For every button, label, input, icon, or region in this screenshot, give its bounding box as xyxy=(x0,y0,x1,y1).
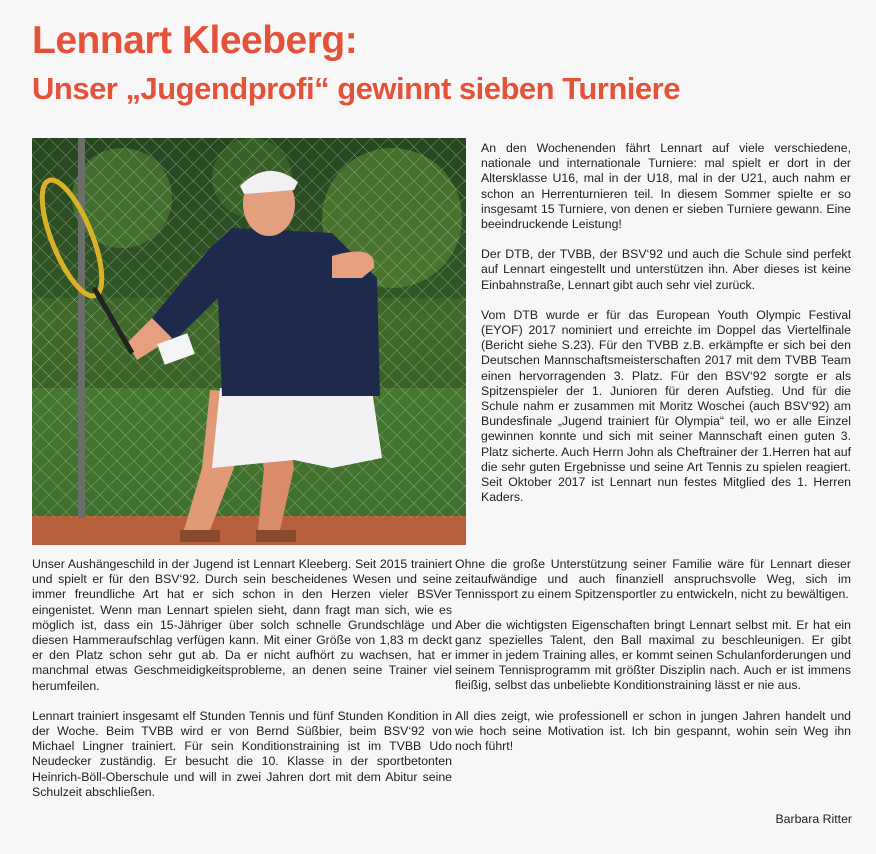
paragraph: Der DTB, der TVBB, der BSV‘92 und auch die Schule sind perfekt auf Lennart eingestellt und unterstützen ihn. Aber dieses ist keine Einbahnstraße, Lennart gibt auch sehr viel zurück. xyxy=(481,247,851,292)
paragraph: An den Wochenenden fährt Lennart auf viele verschiedene, nationale und internationale Turniere: mal spielt er dort in der Altersklasse U16, mal in der U18, mal in der U21, auch nahm er schon an Herrenturnieren teil. In diesem Sommer spielte er so insgesamt 15 Turniere, von denen er sieben Turniere gewann. Eine beeindruckende Leistung! xyxy=(481,141,851,232)
paragraph: Unser Aushängeschild in der Jugend ist Lennart Kleeberg. Seit 2015 trainiert und spielt er für den BSV‘92. Durch sein bescheidenes Wesen und seine immer freundliche Art hat er sich schon in den Herzen vieler BSVer eingenistet. Wenn man Lennart spielen sieht, dann fragt man sich, wie es möglich ist, dass ein 15-Jähriger über solch schnelle Grundschläge und diesen Hammeraufschlag verfügen kann. Mit einer Größe von 1,83 m deckt er den Platz schon sehr gut ab. Da er nicht aufhört zu wachsen, hat er manchmal etwas Geschmeidigkeitsprobleme, an denen seine Trainer viel herumfeilen. xyxy=(32,557,452,693)
tennis-player-illustration xyxy=(32,138,466,545)
column-right-top xyxy=(481,141,851,520)
paragraph: All dies zeigt, wie professionell er schon in jungen Jahren handelt und wie hoch seine Motivation ist. Ich bin gespannt, wohin sein Weg ihn noch führt! xyxy=(455,708,851,754)
author-signature: Barbara Ritter xyxy=(775,812,852,826)
column-right-bottom xyxy=(455,557,851,769)
article-title: Lennart Kleeberg: xyxy=(32,19,358,62)
paragraph: Ohne die große Unterstützung seiner Familie wäre für Lennart dieser zeitaufwändige und auch finanziell anspruchsvolle Weg, sich im Tennissport zu einem Spitzensportler zu entwickeln, nicht zu bewältigen. xyxy=(455,557,851,602)
paragraph: Aber die wichtigsten Eigenschaften bringt Lennart selbst mit. Er hat ein ganz spezielles Talent, den Ball maximal zu beschleunigen. Er gibt immer in jedem Training alles, er kommt seinen Schulanforderungen und seinem Tennisprogramm mit größter Disziplin nach. Auch er ist immens fleißig, selbst das unbeliebte Konditionstraining lässt er nie aus. xyxy=(455,617,851,693)
paragraph: Lennart trainiert insgesamt elf Stunden Tennis und fünf Stunden Kondition in der Woche. Beim TVBB wird er von Bernd Süßbier, beim BSV‘92 von Michael Lingner trainiert. Für sein Konditionstraining ist im TVBB Udo Neudecker zuständig. Er besucht die 10. Klasse in der sportbetonten Heinrich-Böll-Oberschule und will in zwei Jahren dort mit dem Abitur seine Schulzeit abschließen. xyxy=(32,708,452,799)
paragraph: Vom DTB wurde er für das European Youth Olympic Festival (EYOF) 2017 nominiert und erreichte im Doppel das Viertelfinale (Bericht siehe S.23). Für den TVBB z.B. erkämpfte er sich bei den Deutschen Mannschaftsmeisterschaften 2017 mit dem TVBB Team einen hervorragenden 3. Platz. Für den BSV‘92 sorgte er als Spitzenspieler der 1. Junioren für deren Aufstieg. Und für die Schule nahm er zusammen mit Moritz Woschei (auch BSV‘92) am Bundesfinale „Jugend trainiert für Olympia“ teil, wo er alle Einzel gewinnen konnte und sich mit seiner Mannschaft einen guten 3. Platz sicherte. Auch Herrn John als Cheftrainer der 1.Herren hat auf die sehr guten Ergebnisse und seine Art Tennis zu spielen reagiert. Seit Oktober 2017 ist Lennart nun festes Mitglied des 1. Herren Kaders. xyxy=(481,307,851,505)
article-subtitle: Unser „Jugendprofi“ gewinnt sieben Turniere xyxy=(32,71,680,106)
tennis-player-photo xyxy=(32,138,466,545)
column-left-bottom xyxy=(32,557,452,815)
